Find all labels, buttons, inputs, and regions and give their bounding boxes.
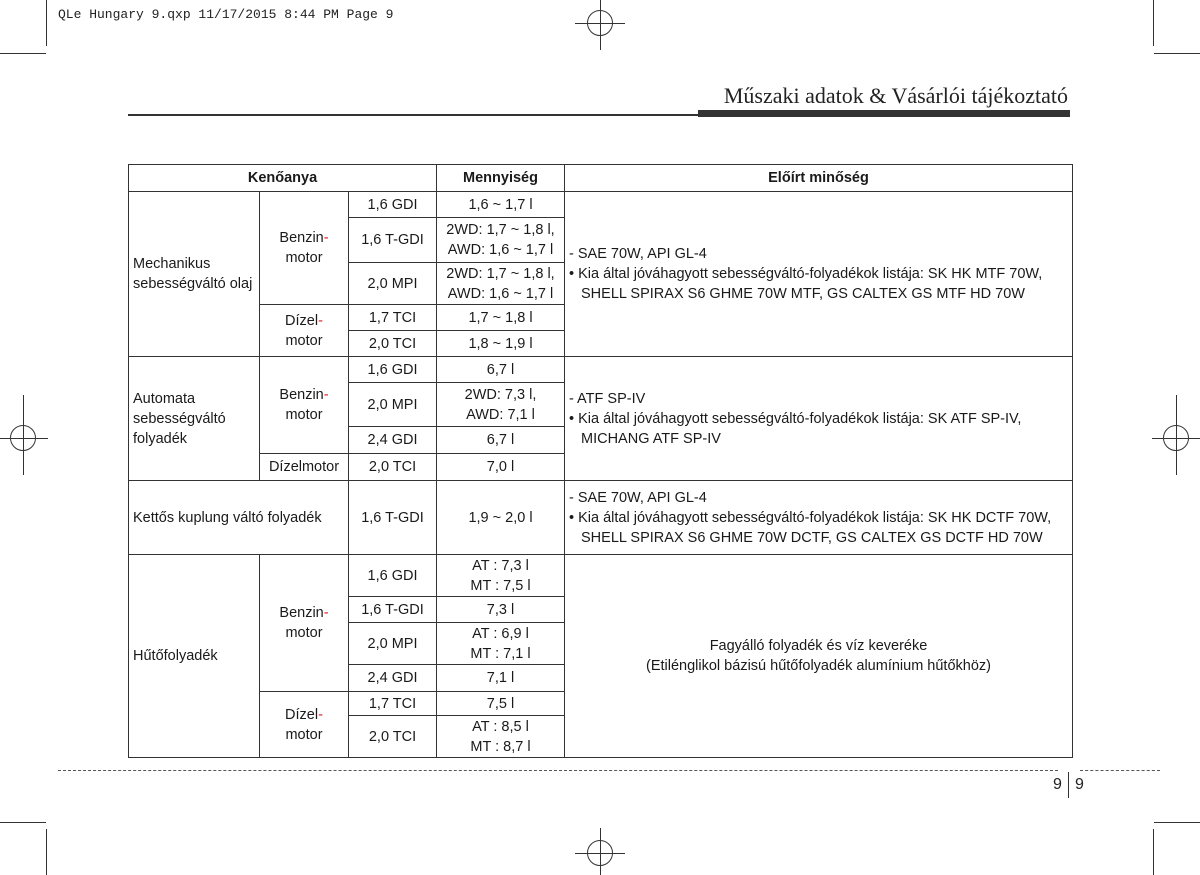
footer-dashed-rule-right — [1080, 770, 1160, 771]
quantity-cell: AT : 8,5 l MT : 8,7 l — [437, 716, 565, 758]
engine-cell: 1,6 T-GDI — [349, 218, 437, 263]
quantity-cell: AT : 7,3 l MT : 7,5 l — [437, 555, 565, 597]
engine-cell: 1,6 GDI — [349, 555, 437, 597]
quantity-cell: 7,1 l — [437, 665, 565, 692]
table-header-row — [129, 165, 1073, 192]
engine-cell: 2,0 MPI — [349, 623, 437, 665]
lubricant-name: Hűtőfolyadék — [129, 555, 260, 758]
engine-cell: 2,4 GDI — [349, 665, 437, 692]
lubricant-name: Mechanikus sebességváltó olaj — [129, 192, 260, 357]
quality-cell: - ATF SP-IV • Kia által jóváhagyott sebességváltó-folyadékok listája: SK ATF SP-IV, MICHANG ATF SP-IV — [565, 357, 1073, 481]
quality-cell: - SAE 70W, API GL-4 • Kia által jóváhagyott sebességváltó-folyadékok listája: SK HK DCTF 70W, SHELL SPIRAX S6 GHME 70W DCTF, GS CALTEX GS DCTF HD 70W — [565, 481, 1073, 555]
quantity-cell: 2WD: 1,7 ~ 1,8 l, AWD: 1,6 ~ 1,7 l — [437, 263, 565, 305]
engine-group-diesel: Dízel- motor — [260, 692, 349, 758]
page-number-left: 9 — [1053, 776, 1062, 793]
header-lubricant: Kenőanya — [129, 165, 437, 192]
quantity-cell: 6,7 l — [437, 427, 565, 454]
quantity-cell: 7,3 l — [437, 597, 565, 623]
engine-cell: 2,0 TCI — [349, 331, 437, 357]
quantity-cell: 1,6 ~ 1,7 l — [437, 192, 565, 218]
quality-cell: - SAE 70W, API GL-4 • Kia által jóváhagyott sebességváltó-folyadékok listája: SK HK MTF 70W, SHELL SPIRAX S6 GHME 70W MTF, GS CALTEX GS MTF HD 70W — [565, 192, 1073, 357]
quantity-cell: 2WD: 1,7 ~ 1,8 l, AWD: 1,6 ~ 1,7 l — [437, 218, 565, 263]
engine-cell: 1,6 T-GDI — [349, 481, 437, 555]
quality-cell: Fagyálló folyadék és víz keveréke (Etilénglikol bázisú hűtőfolyadék alumínium hűtőkhöz) — [565, 555, 1073, 758]
engine-group-petrol: Benzin- motor — [260, 357, 349, 454]
engine-cell: 1,7 TCI — [349, 305, 437, 331]
lubricant-name: Kettős kuplung váltó folyadék — [129, 481, 349, 555]
engine-cell: 1,6 GDI — [349, 357, 437, 383]
page-number-right: 9 — [1075, 776, 1084, 793]
table-row — [129, 481, 1073, 555]
quantity-cell: 1,8 ~ 1,9 l — [437, 331, 565, 357]
engine-cell: 2,0 TCI — [349, 716, 437, 758]
header-quality: Előírt minőség — [565, 165, 1073, 192]
header-rule-thick — [698, 110, 1070, 117]
header-quantity: Mennyiség — [437, 165, 565, 192]
quantity-cell: 1,7 ~ 1,8 l — [437, 305, 565, 331]
lubricant-spec-table — [128, 164, 1073, 758]
table-row — [129, 357, 1073, 383]
page-header-title: Műszaki adatok & Vásárlói tájékoztató — [723, 83, 1068, 108]
engine-group-petrol: Benzin- motor — [260, 192, 349, 305]
header-rule — [128, 114, 700, 116]
quantity-cell: 2WD: 7,3 l, AWD: 7,1 l — [437, 383, 565, 427]
table-row — [129, 192, 1073, 218]
engine-cell: 2,0 MPI — [349, 263, 437, 305]
engine-cell: 2,4 GDI — [349, 427, 437, 454]
table-row — [129, 555, 1073, 597]
quantity-cell: 7,5 l — [437, 692, 565, 716]
engine-group-diesel: Dízel- motor — [260, 305, 349, 357]
quantity-cell: 1,9 ~ 2,0 l — [437, 481, 565, 555]
engine-cell: 1,7 TCI — [349, 692, 437, 716]
print-slug: QLe Hungary 9.qxp 11/17/2015 8:44 PM Page 9 — [58, 7, 394, 22]
engine-group-petrol: Benzin- motor — [260, 555, 349, 692]
engine-cell: 2,0 MPI — [349, 383, 437, 427]
quantity-cell: 7,0 l — [437, 454, 565, 481]
quantity-cell: AT : 6,9 l MT : 7,1 l — [437, 623, 565, 665]
lubricant-name: Automata sebességváltó folyadék — [129, 357, 260, 481]
page-number-separator — [1068, 772, 1069, 798]
engine-group-diesel: Dízelmotor — [260, 454, 349, 481]
quantity-cell: 6,7 l — [437, 357, 565, 383]
footer-dashed-rule — [58, 770, 1058, 771]
engine-cell: 1,6 GDI — [349, 192, 437, 218]
engine-cell: 1,6 T-GDI — [349, 597, 437, 623]
engine-cell: 2,0 TCI — [349, 454, 437, 481]
